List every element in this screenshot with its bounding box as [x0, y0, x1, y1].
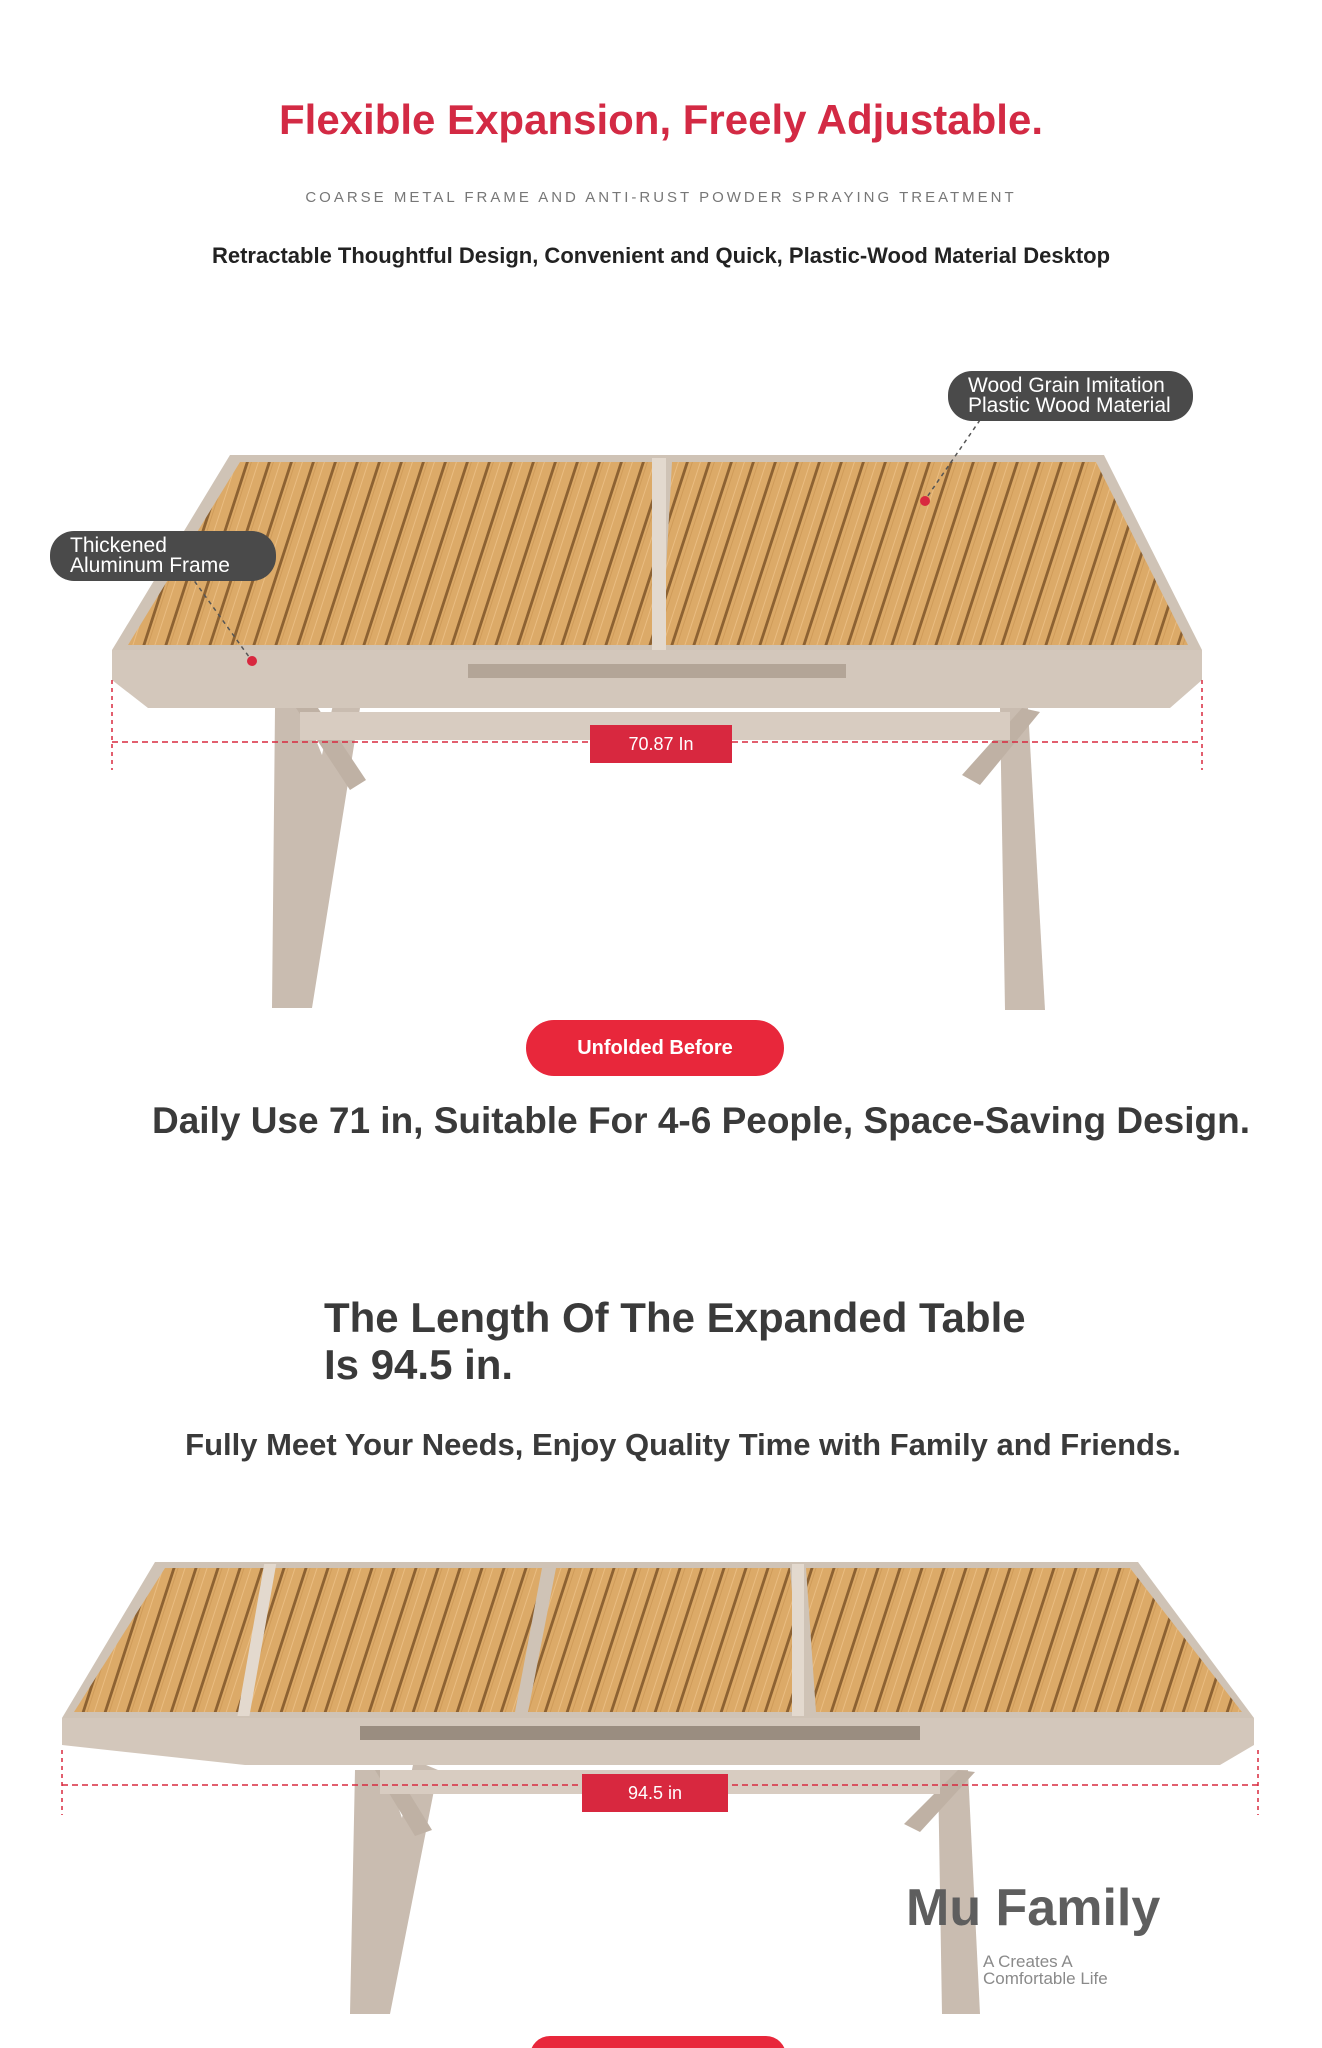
daily-use-statement: Daily Use 71 in, Suitable For 4-6 People, Space-Saving Design.: [152, 1100, 1251, 1141]
expanded-title: [324, 1294, 1026, 1388]
material-callout: [948, 371, 1193, 421]
state-pill: Unfolded Before: [526, 1020, 784, 1076]
material-marker: [920, 496, 930, 506]
caps-subtitle: COARSE METAL FRAME AND ANTI-RUST POWDER SPRAYING TREATMENT: [305, 189, 1017, 206]
panel-divider-2b: [792, 1564, 804, 1716]
table-frame-2: [62, 1718, 1254, 1765]
table-frame: [112, 650, 1202, 708]
slide-rail-2: [360, 1726, 920, 1740]
material-callout-line2: Plastic Wood Material: [968, 394, 1171, 417]
frame-callout-line1: Thickened: [70, 534, 167, 557]
frame-callout: [50, 531, 276, 581]
material-callout-line1: Wood Grain Imitation: [968, 374, 1165, 397]
brand-tagline-line2: Comfortable Life: [983, 1969, 1108, 1988]
wood-panel-2-middle: [528, 1568, 802, 1712]
left-leg: [272, 700, 360, 1008]
next-pill: [530, 2036, 786, 2048]
brand-tagline-line1: A Creates A: [983, 1952, 1073, 1971]
panel-divider: [652, 458, 666, 650]
right-leg: [1000, 708, 1045, 1010]
brand-name: Mu Family: [906, 1879, 1161, 1937]
expanded-subtitle: Fully Meet Your Needs, Enjoy Quality Time with Family and Friends.: [185, 1427, 1181, 1462]
frame-marker: [247, 656, 257, 666]
feature-subtitle: Retractable Thoughtful Design, Convenient and Quick, Plastic-Wood Material Desktop: [211, 243, 1111, 268]
dimension-label-folded: 70.87 In: [590, 725, 732, 763]
wood-panel-2-right: [806, 1568, 1242, 1712]
expanded-title-line1: The Length Of The Expanded Table: [324, 1294, 1026, 1341]
page-title: Flexible Expansion, Freely Adjustable.: [279, 96, 1043, 143]
expanded-title-line2: Is 94.5 in.: [324, 1341, 514, 1388]
wood-panel-right: [662, 462, 1188, 645]
frame-callout-line2: Aluminum Frame: [70, 554, 230, 577]
dimension-label-expanded: 94.5 in: [582, 1774, 728, 1812]
slide-rail: [468, 664, 846, 678]
brand-tagline: [983, 1953, 1108, 1987]
